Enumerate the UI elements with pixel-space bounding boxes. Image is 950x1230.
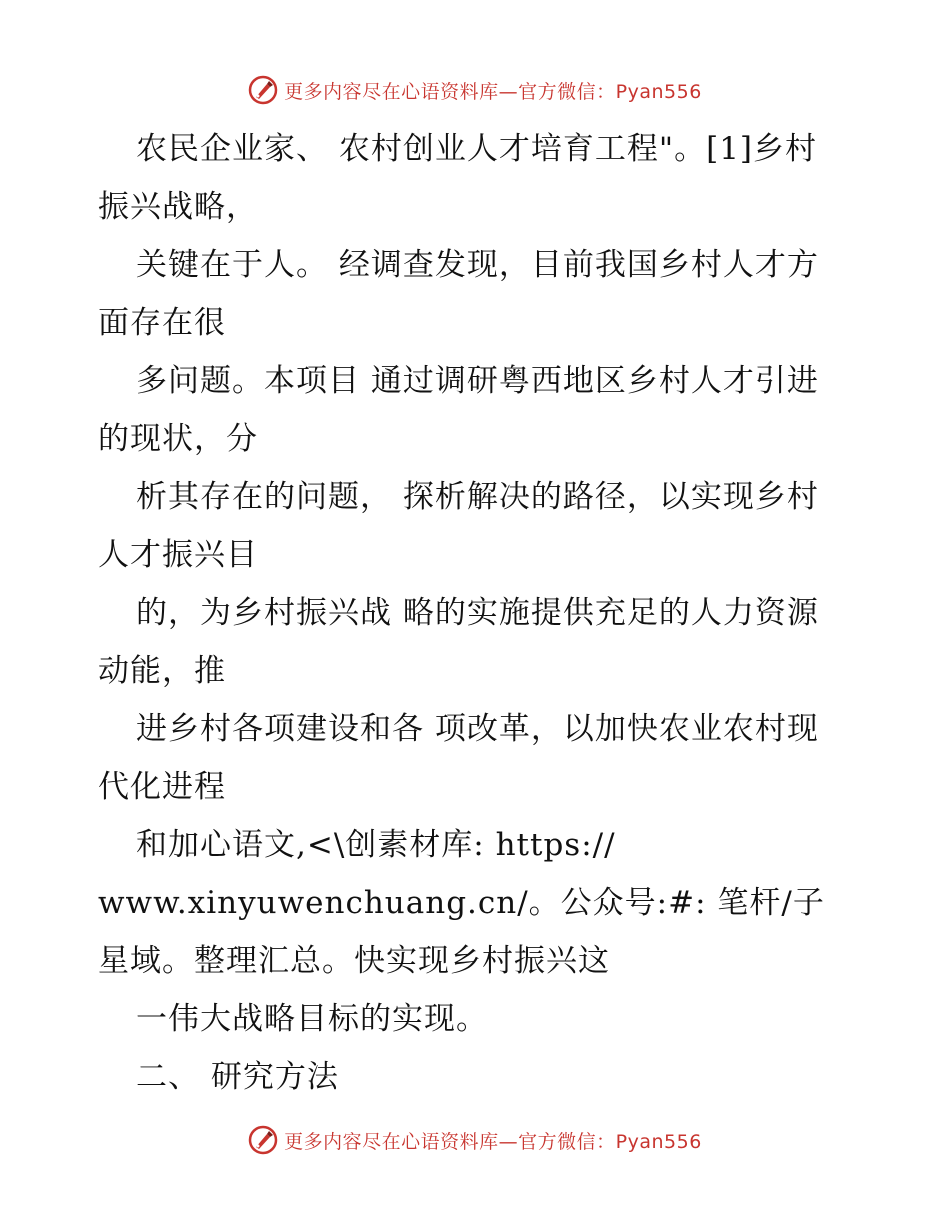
- paragraph: 农民企业家、 农村创业人才培育工程"。[1]乡村振兴战略，: [98, 131, 818, 225]
- pen-logo-icon: [248, 75, 278, 105]
- pen-logo-icon: [248, 1125, 278, 1155]
- document-body: [98, 120, 838, 1106]
- paragraph: 多问题。本项目 通过调研粤西地区乡村人才引进的现状，分: [98, 363, 819, 457]
- footer-watermark: [0, 1120, 950, 1160]
- paragraph: 进乡村各项建设和各 项改革，以加快农业农村现代化进程: [98, 711, 819, 805]
- paragraph: 关键在于人。 经调查发现，目前我国乡村人才方面存在很: [98, 247, 819, 341]
- header-watermark-text: 更多内容尽在心语资料库—官方微信：Pyan556: [284, 80, 702, 103]
- paragraph: 和加心语文,<\创素材库: https://: [136, 827, 616, 863]
- paragraph: 的，为乡村振兴战 略的实施提供充足的人力资源动能，推: [98, 595, 819, 689]
- footer-watermark-text: 更多内容尽在心语资料库—官方微信：Pyan556: [284, 1130, 702, 1153]
- paragraph: 析其存在的问题， 探析解决的路径，以实现乡村人才振兴目: [98, 479, 819, 573]
- paragraph: www.xinyuwenchuang.cn/。公众号:#: 笔杆/子星域。整理汇总。快实现乡村振兴这: [98, 885, 825, 979]
- header-watermark: [0, 70, 950, 110]
- section-heading: 二、 研究方法: [136, 1059, 339, 1095]
- paragraph: 一伟大战略目标的实现。: [136, 1001, 488, 1037]
